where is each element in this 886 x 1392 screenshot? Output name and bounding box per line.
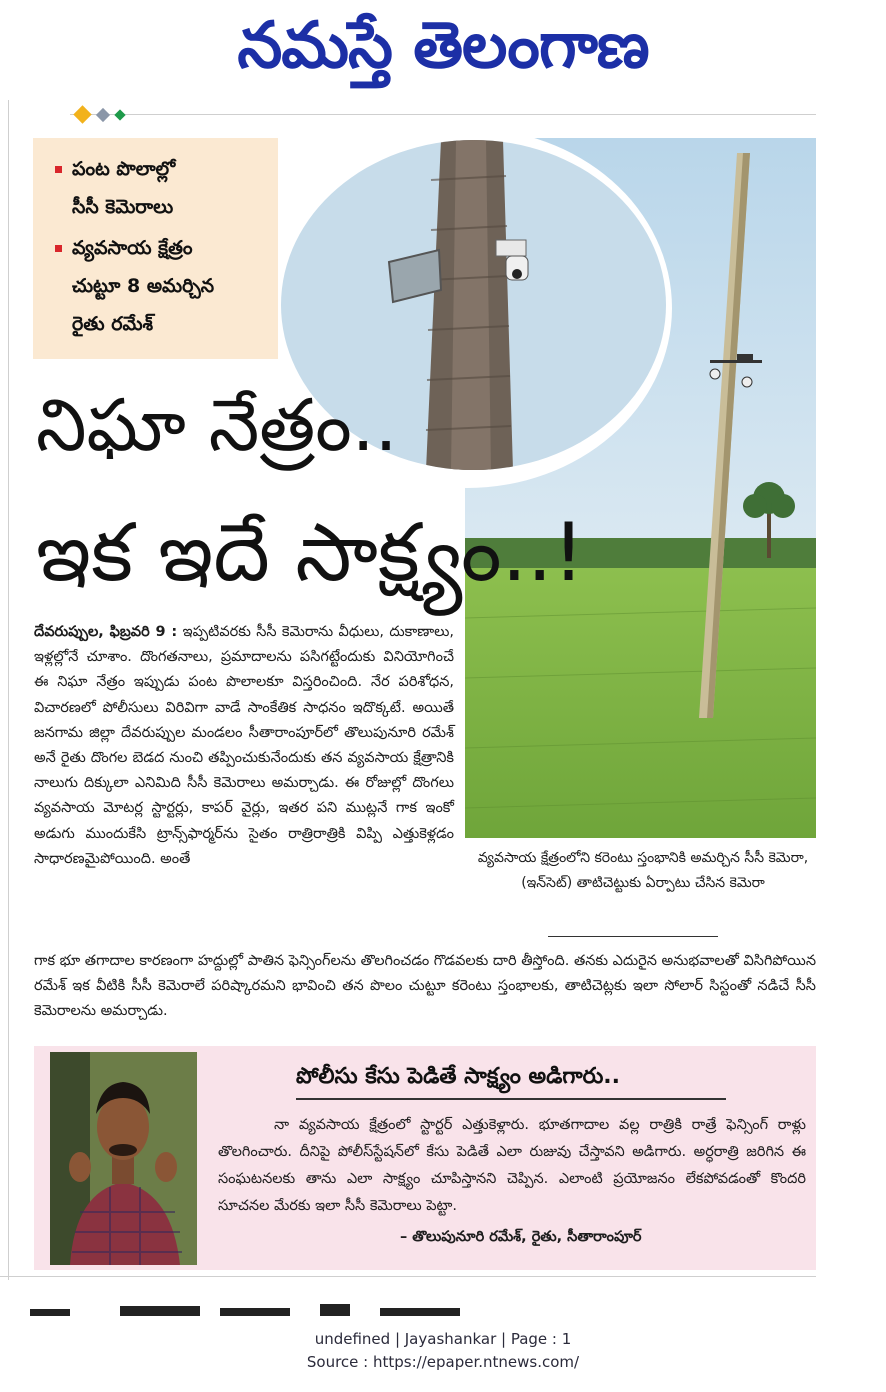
quote-signature: – తొలుపునూరి రమేశ్, రైతు, సీతారాంపూర్ (400, 1229, 642, 1245)
highlight-item (55, 150, 175, 226)
highlight-line: సీసీ కెమెరాలు (72, 196, 174, 218)
article-body-narrow (34, 620, 454, 872)
footer-edition: undefined | Jayashankar | Page : 1 (314, 1330, 572, 1348)
farmer-portrait (50, 1052, 197, 1265)
highlights-box (33, 138, 278, 359)
bullet-square-icon (55, 245, 62, 252)
left-border (8, 100, 9, 1280)
quote-title-rule (296, 1098, 726, 1100)
top-rule (70, 114, 816, 115)
article-paragraph: ఇప్పటివరకు సీసీ కెమెరాను వీధులు, దుకాణాలు, ఇళ్లల్లోనే చూశాం. దొంగతనాలు, ప్రమాదాలను పసిగట్టేందుకు వినియోగించే ఈ నిఘా నేత్రం ఇప్పుడు పంట పొలాలకూ విస్తరించింది. నేర పరిశోధన, విచారణలో పోలీసులు విరివిగా వాడే సాంకేతిక సాధనం ఇదొక్కటే. అయితే జనగామ జిల్లా దేవరుప్పుల మండలం సీతారాంపూర్‌లో తొలుపునూరి రమేశ్ అనే రైతు దొంగల బెడద నుంచి తప్పించుకునేందుకు తన వ్యవసాయ క్షేత్రానికి నాలుగు దిక్కులా ఎనిమిది సీసీ కెమెరాలు అమర్చాడు. ఈ రోజుల్లో దొంగలు వ్యవసాయ మోటర్ల స్టార్టర్లు, కాపర్ వైర్లు, ఇతర పని ముట్లనే గాక ఇంకో అడుగు ముందుకేసి ట్రాన్స్‌ఫార్మర్‌ను సైతం రాత్రిరాత్రికి విప్పి ఎత్తుకెళ్లడం సాధారణమైపోయింది. అంతే (34, 624, 454, 867)
headline-line-2: ఇక ఇదే సాక్ష్యం..! (36, 506, 585, 599)
highlight-line: పంట పొలాల్లో (72, 158, 176, 180)
footer-source-link[interactable]: Source : https://epaper.ntnews.com/ (306, 1353, 580, 1371)
clipped-next-headline (20, 1300, 620, 1316)
diamond-ornament-green (114, 109, 125, 120)
diamond-ornament-yellow (73, 105, 91, 123)
article-body-wide: గాక భూ తగాదాల కారణంగా హద్దుల్లో పాతిన ఫెన్సింగ్‌లను తొలగించడం గొడవలకు దారి తీస్తోంది. తనకు ఎదురైన అనుభవాలతో విసిగిపోయిన రమేశ్ ఇక వీటికి సీసీ కెమెరాలే పరిష్కారమని భావించి తన పొలం చుట్టూ కరెంటు స్తంభాలకు, తాటిచెట్లకు ఇలా సోలార్ సిస్టంతో నడిచే సీసీ కెమెరాలను అమర్చాడు. (34, 953, 816, 1020)
photo-caption: వ్యవసాయ క్షేత్రంలోని కరెంటు స్తంభానికి అమర్చిన సీసీ కెమెరా, (ఇన్‌సెట్) తాటిచెట్టుకు ఏర్పాటు చేసిన కెమెరా (477, 850, 809, 891)
bullet-square-icon (55, 166, 62, 173)
bottom-rule (0, 1276, 816, 1277)
diamond-ornament-grey (96, 108, 110, 122)
dateline: దేవరుప్పుల, ఫిబ్రవరి 9 : (34, 624, 178, 640)
headline-line-1: నిఘా నేత్రం.. (36, 383, 398, 467)
masthead-title: నమస్తే తెలంగాణ (237, 9, 649, 83)
highlight-line: చుట్టూ 8 అమర్చిన (72, 275, 215, 297)
highlight-item (55, 229, 214, 343)
highlight-line: వ్యవసాయ క్షేత్రం (72, 237, 193, 259)
quote-title: పోలీసు కేసు పెడితే సాక్ష్యం అడిగారు.. (296, 1064, 621, 1089)
highlight-line: రైతు రమేశ్ (72, 313, 154, 335)
caption-rule (548, 936, 718, 937)
quote-body: నా వ్యవసాయ క్షేత్రంలో స్టార్టర్ ఎత్తుకెళ్లారు. భూతగాదాల వల్ల రాత్రికి రాత్రే ఫెన్సింగ్ రాళ్లు తొలగించారు. దీనిపై పోలీస్‌స్టేషన్‌లో కేసు పెడితే ఎలా రుజువు చేస్తావని అడిగారు. అర్ధరాత్రి జరిగిన ఈ సంఘటనలకు తాను ఎలా సాక్ష్యం చూపిస్తానని చెప్పిన. ఎలాంటి ప్రయోజనం లేకపోవడంతో కొందరి సూచనల మేరకు ఇలా సీసీ కెమెరాలు పెట్టా. (218, 1117, 806, 1214)
